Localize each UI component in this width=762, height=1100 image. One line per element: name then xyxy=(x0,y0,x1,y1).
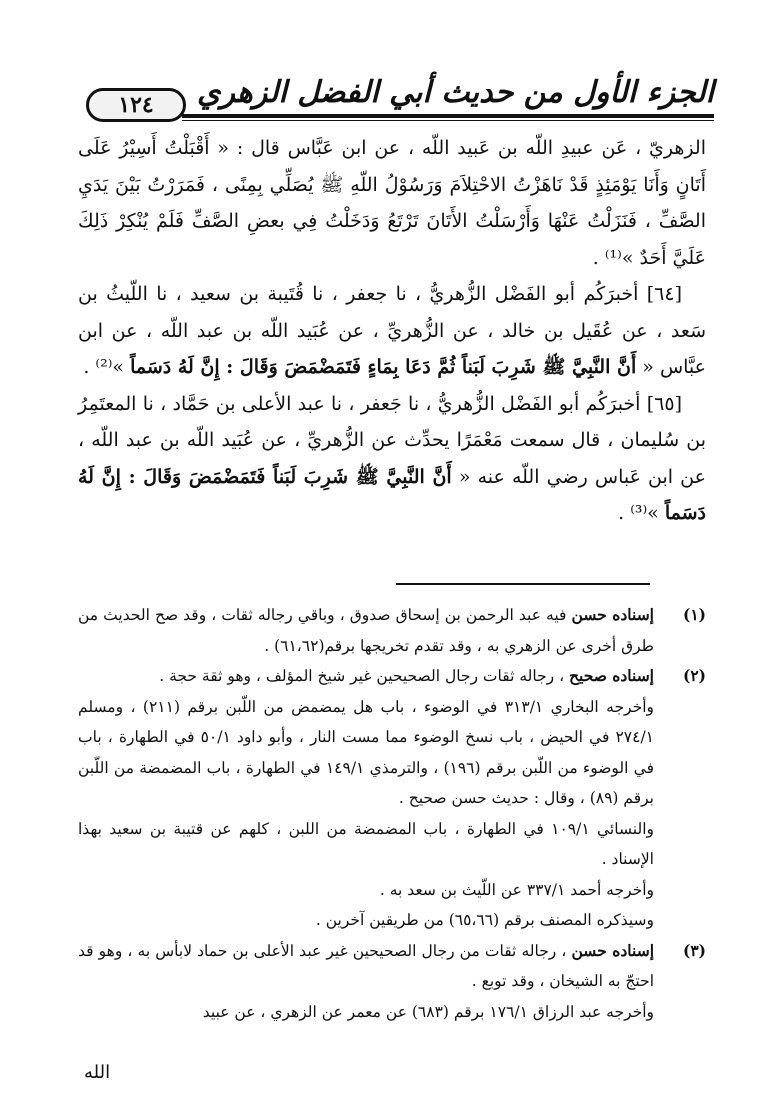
header-rule xyxy=(182,114,714,118)
paragraph-hadith-65 xyxy=(78,386,706,532)
footnote-separator xyxy=(396,583,650,585)
footnote-label: إسناده حسن xyxy=(571,605,654,624)
footnote-number: (٢) xyxy=(682,666,706,685)
catchword: الله xyxy=(84,1062,111,1083)
footnote-line: وأخرجه البخاري ٣١٣/١ في الوضوء ، باب هل يمضمض من اللّبن برقم (٢١١) ، ومسلم ٢٧٤/١ في الحيض ، باب نسخ الوضوء مما مست النار ، وأبو داود ٥٠/١ في الطهارة ، باب في الوضوء من اللّبن برقم (١٩٦) ، والترمذي ١٤٩/١ في الطهارة ، باب المضمضة من اللّبن برقم (٨٩) ، وقال : حديث حسن صحيح . xyxy=(78,697,654,807)
main-text xyxy=(78,130,706,532)
footnote-number: (١) xyxy=(682,605,706,624)
footnote-line: والنسائي ١٠٩/١ في الطهارة ، باب المضمضة من اللبن ، كلهم عن قتيبة بن سعيد بهذا الإسناد . xyxy=(78,819,654,868)
page-number: ١٢٤ xyxy=(86,88,186,122)
footnote-text: فيه عبد الرحمن بن إسحاق صدوق ، وباقي رجاله ثقات ، وقد صح الحديث من طرق أخرى عن الزهري به ، وقد تقدم تخريجها برقم(٦١،٦٢) . xyxy=(78,606,654,655)
footnote-3 xyxy=(78,936,706,1028)
footnote-line: وأخرجه عبد الرزاق ١٧٦/١ برقم (٦٨٣) عن معمر عن الزهري ، عن عبيد xyxy=(202,1002,654,1021)
footnote-text: ، رجاله ثقات من رجال الصحيحين غير عبد الأعلى بن حماد لابأس به ، وهو قد احتجّ به الشيخان ، وقد توبع . xyxy=(78,941,654,990)
footnote-1 xyxy=(78,600,706,661)
footnote-text: ، رجاله ثقات رجال الصحيحين غير شيخ المؤلف ، وهو ثقة حجة . xyxy=(159,667,565,685)
footnotes xyxy=(78,600,706,1027)
footnote-label: إسناده صحيح xyxy=(569,666,654,685)
running-title: الجزء الأول من حديث أبي الفضل الزهري xyxy=(196,74,714,110)
footnote-line: وأخرجه أحمد ٣٣٧/١ عن اللّيث بن سعد به . xyxy=(379,880,654,899)
paragraph-hadith-63-end: الزهريّ ، عَن عبيدِ اللّه بن عَبيد اللّه ، عن ابن عَبَّاس قال : « أَقْبَلْتُ أَسِيْرُ عَلَى أَتَانٍ وَأَنَا يَوْمَئِذٍ قَدْ نَاهَزْتُ الاحْتِلاَمَ وَرَسُوْلُ اللّهِ ﷺ يُصَلِّي بِمِنًى ، فَمَرَرْتُ بَيْنَ يَدَيِ الصَّفِّ ، فَنَزَلْتُ عَنْهَا وَأَرْسَلْتُ الأَتَانَ تَرْتَعُ وَدَخَلْتُ فِي بعضِ الصَّفِّ فَلَمْ يُنْكِرْ ذَلِكَ عَلَيَّ أَحَدٌ »⁽¹⁾ . xyxy=(78,137,706,269)
ref-64: »⁽²⁾ . xyxy=(83,356,125,378)
isnad-64: [٦٤] أخبرَكُم أبو الفَضْل الزُّهريُّ ، نا جعفر ، نا قُتَيبة بن سعيد ، نا اللّيثُ بن سَعد ، عن عُقَيل بن خالد ، عن الزُّهريِّ ، عن عُبَيد اللّه بن عبد اللّه ، عن ابن عبَّاس « xyxy=(78,283,706,378)
isnad-65: [٦٥] أخبرَكُم أبو الفَضْل الزُّهريُّ ، نا جَعفر ، نا عبد الأعلى بن حَمَّاد ، نا المعتَمِرُ بن سُليمان ، قال سمعت مَعْمَرًا يحدِّث عن الزُّهريِّ ، عن عُبَيد اللّه بن عبد اللّه ، عن ابن عَباس رضي اللّه عنه « xyxy=(78,392,706,488)
footnote-line: وسيذكره المصنف برقم (٦٥،٦٦) من طريقين آخرين . xyxy=(315,911,654,929)
footnote-label: إسناده حسن xyxy=(571,940,654,960)
paragraph-hadith-64 xyxy=(78,276,706,386)
ref-65: »⁽³⁾ . xyxy=(618,502,659,524)
header-rule-thin xyxy=(182,120,714,121)
matn-64: أَنَّ النَّبِيَّ ﷺ شَرِبَ لَبَناً ثُمَّ دَعَا بِمَاءٍ فَتَمَضْمَضَ وَقَالَ : إِنَّ لَهُ دَسَماً xyxy=(130,356,637,378)
page-header xyxy=(72,70,714,122)
matn-65: أَنَّ النَّبِيَّ ﷺ شَرِبَ لَبَناً فَتَمَضْمَضَ وَقَالَ : إِنَّ لَهُ دَسَماً xyxy=(78,465,706,524)
footnote-number: (٣) xyxy=(682,940,706,960)
footnote-2 xyxy=(78,661,706,936)
